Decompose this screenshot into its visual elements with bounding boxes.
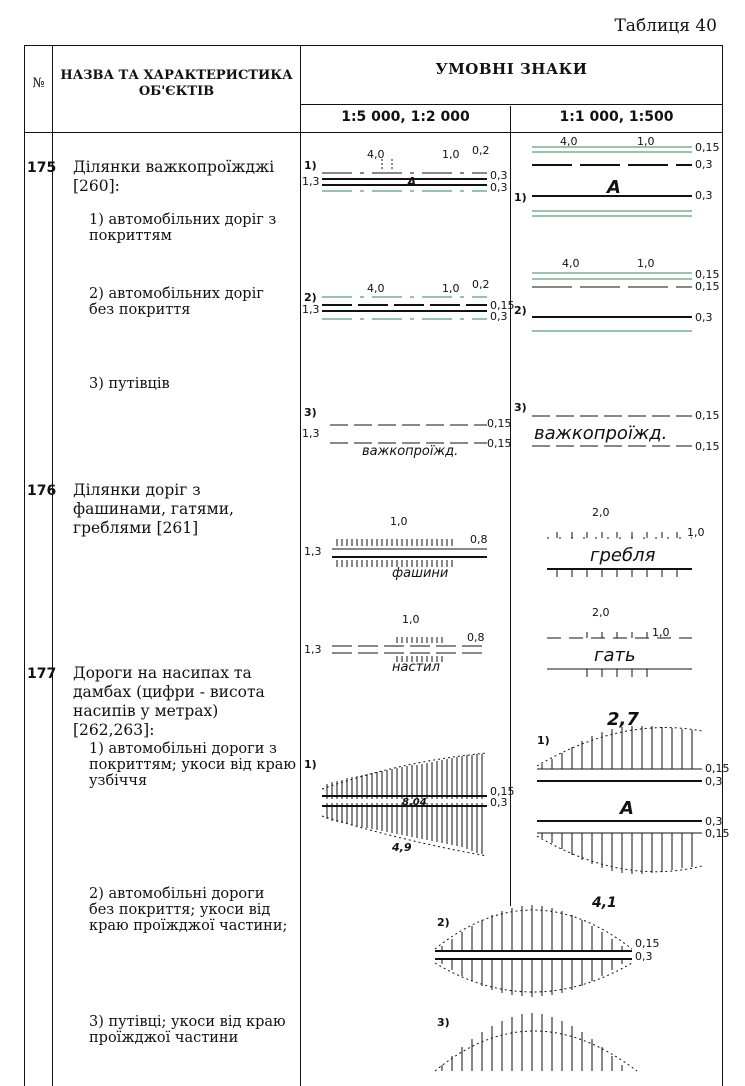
dimension-label: 0,3 xyxy=(490,310,508,323)
dimension-label: 1,3 xyxy=(302,427,320,440)
dimension-label: 1,0 xyxy=(442,282,460,295)
dimension-label: 2,0 xyxy=(592,506,610,519)
dimension-label: 0,15 xyxy=(695,268,720,281)
dimension-label: 0,3 xyxy=(705,775,723,788)
dimension-label: 1,0 xyxy=(637,257,655,270)
dimension-label: 0,2 xyxy=(472,278,490,291)
row-item: 1) автомобільних доріг з покриттям xyxy=(89,212,277,244)
dimension-label: 1,0 xyxy=(442,148,460,161)
dimension-label: 1,0 xyxy=(402,613,420,626)
dimension-label: 2,0 xyxy=(592,606,610,619)
height-label: 4,9 xyxy=(392,841,412,854)
dimension-label: 0,15 xyxy=(490,785,515,798)
row-title: Ділянки важкопроїжджі [260]: xyxy=(73,158,275,195)
dimension-label: 0,3 xyxy=(490,169,508,182)
header-conventional-signs: УМОВНІ ЗНАКИ xyxy=(435,60,588,78)
symbol-caption: гать xyxy=(594,645,636,666)
dimension-label: 0,8 xyxy=(470,533,488,546)
dimension-label: 0,15 xyxy=(487,437,512,450)
symbol-caption: гребля xyxy=(590,545,656,566)
dimension-label: 0,15 xyxy=(695,440,720,453)
symbol-marker: 1) xyxy=(514,191,527,204)
header-number: № xyxy=(32,76,45,91)
dimension-label: 1,3 xyxy=(302,303,320,316)
dimension-label: 0,8 xyxy=(467,631,485,644)
dimension-label: 0,3 xyxy=(705,815,723,828)
row-item: 2) автомобільних доріг без покриття xyxy=(89,286,264,318)
symbol-marker: 3) xyxy=(514,401,527,414)
header-divider-signs xyxy=(301,104,722,105)
dimension-label: 4,0 xyxy=(367,282,385,295)
dimension-label: 1,0 xyxy=(390,515,408,528)
dimension-label: 1,3 xyxy=(302,175,320,188)
symbol-marker: 3) xyxy=(304,406,317,419)
dimension-label: 0,15 xyxy=(695,280,720,293)
column-divider-number xyxy=(52,46,53,1086)
row-title: Ділянки доріг з фашинами, гатями, греблями [261] xyxy=(73,481,234,537)
row-title: Дороги на насипах та дамбах (цифри - висота насипів у метрах) [262,263]: xyxy=(73,664,265,739)
symbol-caption: фашини xyxy=(392,566,449,581)
dimension-label: 0,15 xyxy=(705,762,730,775)
dimension-label: 1,3 xyxy=(304,643,322,656)
height-label: 8,04 xyxy=(402,797,427,808)
height-label: 2,7 xyxy=(607,709,639,730)
row-number: 177 xyxy=(27,666,57,682)
road-letter: А xyxy=(620,798,634,819)
symbol-marker: 2) xyxy=(304,291,317,304)
dimension-label: 0,3 xyxy=(695,158,713,171)
table-number-label: Таблиця 40 xyxy=(614,16,717,36)
symbol-marker: 2) xyxy=(514,304,527,317)
row-item: 2) автомобільні дороги без покриття; укоси від краю проїжджої частини; xyxy=(89,886,288,934)
dimension-label: 1,0 xyxy=(652,626,670,639)
symbol-marker: 1) xyxy=(304,758,317,771)
dimension-label: 0,3 xyxy=(490,796,508,809)
dimension-label: 0,15 xyxy=(705,827,730,840)
conventional-signs-drawing xyxy=(302,135,730,1086)
symbol-marker: 1) xyxy=(304,159,317,172)
header-object-name: НАЗВА ТА ХАРАКТЕРИСТИКА ОБ'ЄКТІВ xyxy=(60,68,293,99)
symbol-caption: настил xyxy=(392,660,440,675)
dimension-label: 1,0 xyxy=(637,135,655,148)
dimension-label: 0,3 xyxy=(490,181,508,194)
dimension-label: 0,15 xyxy=(487,417,512,430)
symbol-caption: важкопроїжд. xyxy=(362,444,459,459)
dimension-label: 0,15 xyxy=(695,409,720,422)
symbol-marker: 2) xyxy=(437,916,450,929)
dimension-label: 0,2 xyxy=(472,144,490,157)
dimension-label: 4,0 xyxy=(562,257,580,270)
dimension-label: 0,3 xyxy=(695,189,713,202)
dimension-label: 4,0 xyxy=(367,148,385,161)
row-number: 175 xyxy=(27,160,57,176)
dimension-label: 4,0 xyxy=(560,135,578,148)
column-divider-name xyxy=(300,46,301,1086)
road-letter: А xyxy=(407,175,417,189)
dimension-label: 0,3 xyxy=(635,950,653,963)
dimension-label: 0,15 xyxy=(635,937,660,950)
header-scale-large: 1:1 000, 1:500 xyxy=(559,109,674,125)
dimension-label: 1,0 xyxy=(687,526,705,539)
row-item: 3) путівці; укоси від краю проїжджої частини xyxy=(89,1014,286,1046)
legend-table xyxy=(24,45,730,1086)
dimension-label: 1,3 xyxy=(304,545,322,558)
symbol-marker: 1) xyxy=(537,734,550,747)
dimension-label: 0,15 xyxy=(490,299,515,312)
symbol-caption: важкопроїжд. xyxy=(534,423,668,444)
symbol-marker: 3) xyxy=(437,1016,450,1029)
dimension-label: 0,3 xyxy=(695,311,713,324)
row-item: 3) путівців xyxy=(89,376,170,392)
header-scale-small: 1:5 000, 1:2 000 xyxy=(341,109,470,125)
header-bottom-border xyxy=(25,132,722,133)
dimension-label: 0,15 xyxy=(695,141,720,154)
row-item: 1) автомобільні дороги з покриттям; укоси від краю узбіччя xyxy=(89,741,297,789)
row-number: 176 xyxy=(27,483,57,499)
road-letter: А xyxy=(607,177,621,198)
height-label: 4,1 xyxy=(592,895,617,911)
